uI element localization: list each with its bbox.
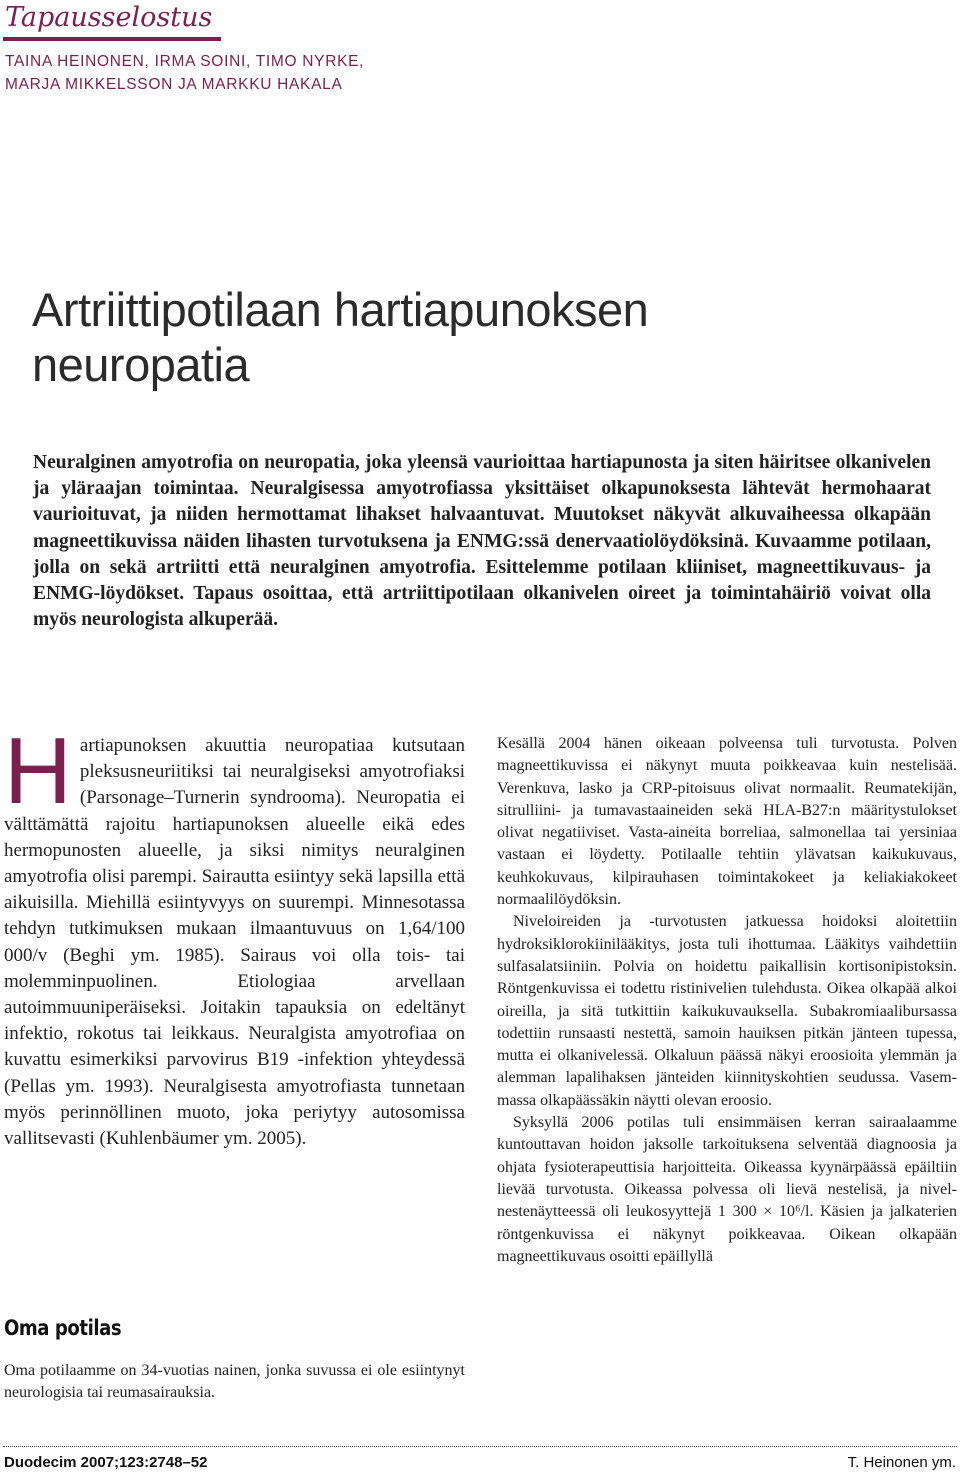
title-line-2: neuropatia: [32, 338, 250, 391]
intro-text: artiapunoksen akuuttia neuropatiaa kutsutaan pleksusneuriitiksi tai neuralgiseksi amyotrofiaksi (Parsonage–Turnerin syndrooma). Neuropatia ei välttämättä rajoitu hartiapunoksen alueelle eikä edes hermopunosten alueelle, ja siksi nimitys neuralginen amyotrofia olisi parempi. Sairautta esiintyy sekä lapsilla että aikuisilla. Miehillä esiintyvyys on suurempi. Minnesotassa tehdyn tutkimuksen mukaan ilmaantuvuus on 1,64/100 000/v (Beghi ym. 1985). Sairaus voi olla tois- tai molemminpuolinen. Etiologiaa arvellaan autoimmuuniperäiseksi. Joitakin tapauksia on edeltänyt infektio, rokotus tai leikkaus. Neuralgista amyotrofiaa on kuvattu esimerkiksi parvovirus B19 -infektion yhteydessä (Pellas ym. 1993). Neuralgisesta amyotrofiasta tunnetaan myös perinnöllinen muoto, joka periytyy autosomissa vallitsevasti (Kuhlenbäumer ym. 2005).: [4, 735, 465, 1150]
footer-citation: Duodecim 2007;123:2748–52: [4, 1454, 208, 1471]
title-line-1: Artriittipotilaan hartiapunoksen: [32, 283, 649, 336]
drop-cap: H: [4, 718, 72, 823]
authors-line-2: MARJA MIKKELSSON JA MARKKU HAKALA: [5, 76, 343, 93]
section-rule: [3, 37, 221, 41]
right-paragraph-1: Kesällä 2004 hänen oikeaan polveensa tuli turvotusta. Polven magneettikuvissa ei näkynyt muuta poikkeavaa kuin nestelisää. Verenkuva, lasko ja CRP-pitoisuus olivat normaalit. Reumatekijän, sitrulliini- ja tumavastaaineiden sekä HLA-B27:n määritystulokset olivat negatiiviset. Vasta-aineita borreliaa, salmonellaa tai yersiniaa vastaan ei löydetty. Potilaalle tehtiin ylävatsan kaikukuvaus, keuhkokuvaus, kilpirauhasen toimintakokeet ja keliakiakokeet normaalilöydöksin.: [497, 735, 957, 909]
intro-paragraph: [4, 718, 465, 1152]
section-label: Tapausselostus: [5, 2, 213, 33]
abstract: Neuralginen amyotrofia on neuropatia, joka yleensä vaurioittaa hartiapunosta ja siten häiritsee olkanivelen ja yläraajan toimintaa. Neuralgisessa amyotrofiassa yksittäiset olkapunoksesta lähtevät hermohaarat vaurioituvat, ja niiden hermottamat lihakset halvaantuvat. Muutokset näkyvät alkuvaiheessa olkapään magneettikuvissa näiden lihasten turvotuksena ja ENMG:ssä denervaatiolöydöksinä. Kuvaamme potilaan, jolla on sekä artriitti että neuralginen amyotrofia. Esittelemme potilaan kliiniset, magneettikuvaus- ja ENMG-löydökset. Tapaus osoittaa, että artriittipotilaan olkanivelen oireet ja toimintahäiriö voivat olla myös neurologista alkuperää.: [33, 452, 931, 631]
author-list: [5, 50, 364, 96]
right-paragraph-3: Syksyllä 2006 potilas tuli ensimmäisen kerran sairaalaamme kuntouttavan hoidon jaksolle tarkoituksena selventää diagnoosia ja ohjata fysioterapeuttisia harjoitteita. Oikeassa kyynärpäässä epäiltiin lievää turvotusta. Oikeassa polvessa oli lievä nestelisä, ja nivelnestenäytteessä oli leukosyyttejä 1 300 × 10⁶/l. Käsien ja jalkaterien röntgenkuvissa ei näkynyt poikkeavaa. Oikean olkapään magneettikuvaus osoitti epäillyllä: [497, 1114, 957, 1265]
patient-intro: Oma potilaamme on 34-vuotias nainen, jonka suvussa ei ole esiintynyt neurologisia tai reumasairauksia.: [4, 1362, 465, 1402]
authors-line-1: TAINA HEINONEN, IRMA SOINI, TIMO NYRKE,: [5, 53, 365, 70]
article-title: [32, 282, 932, 392]
subheading-oma-potilas: Oma potilas: [4, 1316, 122, 1340]
footer-rule: [3, 1446, 957, 1447]
footer-author: T. Heinonen ym.: [847, 1454, 956, 1471]
right-column: [497, 733, 957, 1268]
left-column: [4, 718, 465, 1152]
right-paragraph-2: Niveloireiden ja -turvotusten jatkuessa hoidoksi aloitettiin hydroksiklorokiinilääkitys, josta tuli ihottumaa. Lääkitys vaihdettiin sulfasalatsiiniin. Polvia on hoidettu paikallisin kortisonipistoksin. Röntgenkuvissa ei todettu ristinivelien tulehdusta. Oikea olkapää alkoi oireilla, ja sitä tutkittiin kaikukuvauksella. Subakromiaalibursassa todettiin runsaasti nestettä, samoin hauiksen pitkän jänteen tupessa, mutta ei olkanivelessä. Olkaluun päässä näkyi eroosioita ylemmän ja alemman lapalihaksen jänteiden kiinnityskohtien seudussa. Vasemmassa olkapäässäkin näytti olevan eroosio.: [497, 913, 957, 1109]
